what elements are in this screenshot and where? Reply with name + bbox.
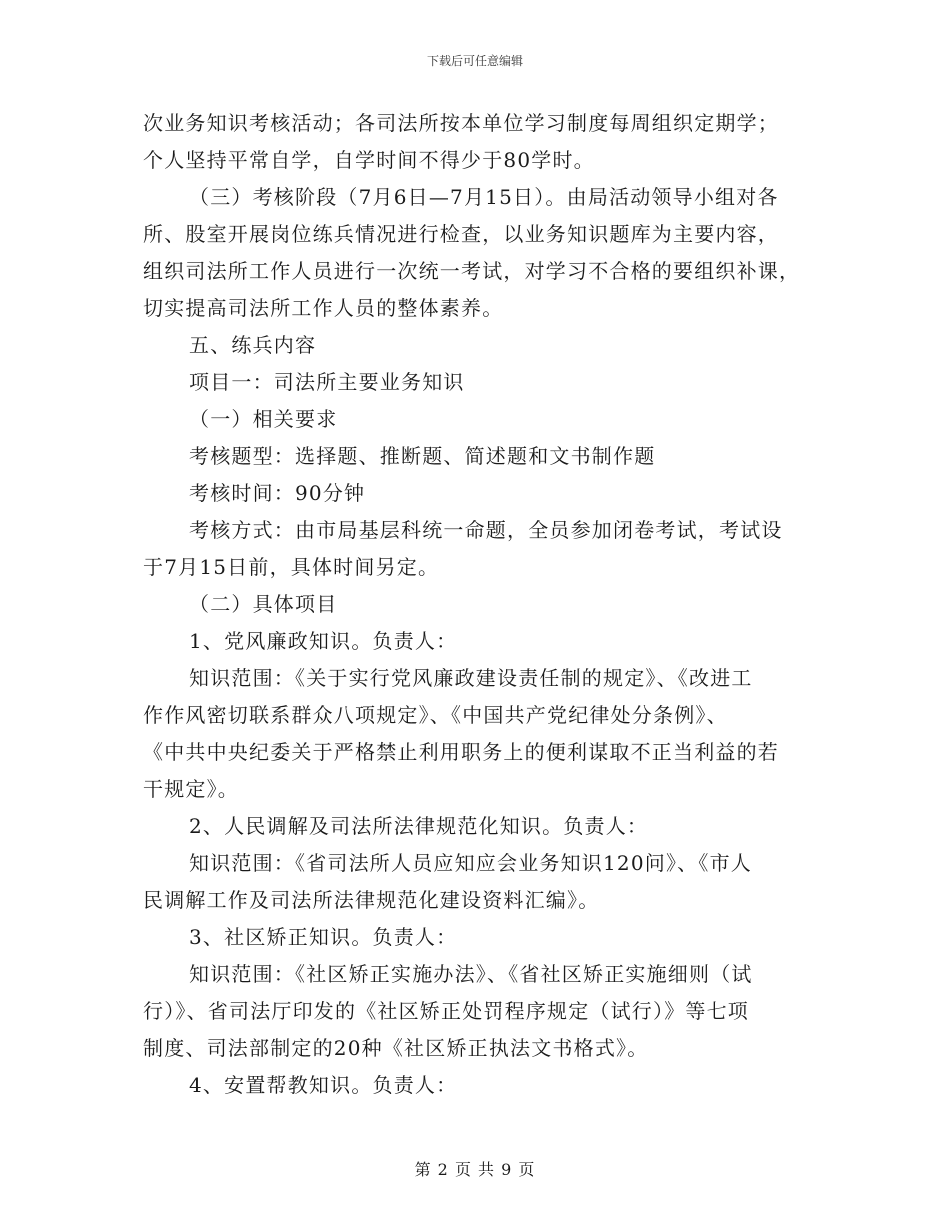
page-header: 下载后可任意编辑 xyxy=(426,54,523,68)
text-line: 次业务知识考核活动；各司法所按本单位学习制度每周组织定期学； xyxy=(143,111,779,135)
text-line: （二）具体项目 xyxy=(189,592,338,616)
text-line: 组织司法所工作人员进行一次统一考试，对学习不合格的要组织补课， xyxy=(143,259,801,283)
text-line: 知识范围：《关于实行党风廉政建设责任制的规定》、《改进工 xyxy=(189,666,753,690)
text-line: 考核方式：由市局基层科统一命题，全员参加闭卷考试，考试设 xyxy=(189,518,783,542)
text-line: 五、练兵内容 xyxy=(189,333,317,357)
text-line: 4、安置帮教知识。负责人： xyxy=(189,1073,458,1097)
text-line: 考核题型：选择题、推断题、简述题和文书制作题 xyxy=(189,444,656,468)
text-line: 所、股室开展岗位练兵情况进行检查，以业务知识题库为主要内容， xyxy=(143,222,779,246)
text-line: （一）相关要求 xyxy=(189,407,338,431)
text-line: 1、党风廉政知识。负责人： xyxy=(189,629,458,653)
text-line: 作作风密切联系群众八项规定》、《中国共产党纪律处分条例》、 xyxy=(143,703,728,727)
page-footer: 第 2 页 共 9 页 xyxy=(414,1160,536,1179)
text-line: 行）》、省司法厅印发的《社区矫正处罚程序规定（试行）》等七项 xyxy=(143,999,749,1023)
text-line: 干规定》。 xyxy=(143,777,239,801)
text-line: 民调解工作及司法所法律规范化建设资料汇编》。 xyxy=(143,888,600,912)
text-line: 《中共中央纪委关于严格禁止利用职务上的便利谋取不正当利益的若 xyxy=(143,740,779,764)
text-line: 考核时间：90分钟 xyxy=(189,481,366,505)
text-line: 切实提高司法所工作人员的整体素养。 xyxy=(143,296,504,320)
text-line: 个人坚持平常自学，自学时间不得少于80学时。 xyxy=(143,148,595,172)
text-line: 知识范围：《社区矫正实施办法》、《省社区矫正实施细则（试 xyxy=(189,962,753,986)
text-line: 于7月15日前，具体时间另定。 xyxy=(143,555,440,579)
text-line: 制度、司法部制定的20种《社区矫正执法文书格式》。 xyxy=(143,1036,649,1060)
text-line: （三）考核阶段（7月6日—7月15日）。由局活动领导小组对各 xyxy=(189,185,779,209)
text-line: 项目一：司法所主要业务知识 xyxy=(189,370,465,394)
text-line: 2、人民调解及司法所法律规范化知识。负责人： xyxy=(189,814,649,838)
document-body xyxy=(143,105,813,1104)
text-line: 知识范围：《省司法所人员应知应会业务知识120问》、《市人 xyxy=(189,851,752,875)
text-line: 3、社区矫正知识。负责人： xyxy=(189,925,458,949)
